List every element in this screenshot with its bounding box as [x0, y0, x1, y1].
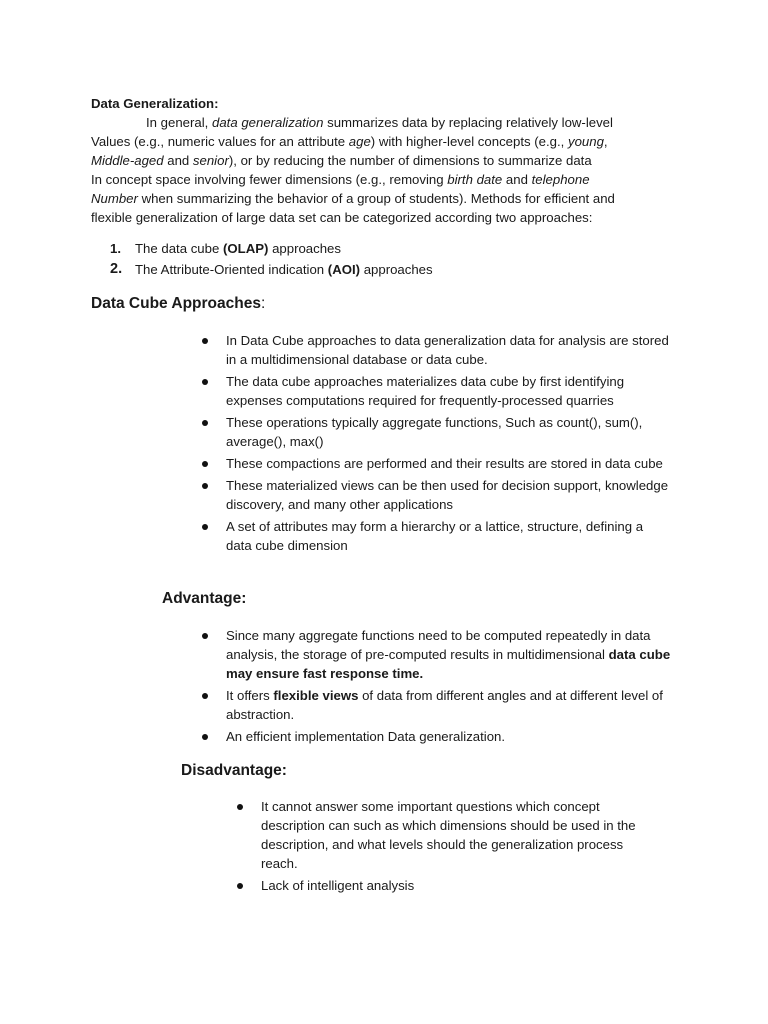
- approach-pre: The Attribute-Oriented indication: [135, 262, 328, 277]
- bullet-text: [226, 686, 672, 724]
- bullet-dot: [202, 461, 208, 467]
- cube-heading-text: Data Cube Approaches: [91, 295, 261, 312]
- list-item: [202, 626, 672, 683]
- cube-bullet-list: [202, 331, 672, 558]
- intro-line-3: [91, 151, 592, 170]
- bullet-dot: [202, 338, 208, 344]
- approach-post: approaches: [268, 241, 341, 256]
- intro-text: and: [163, 153, 193, 168]
- intro-line-1: [146, 113, 613, 132]
- disadvantage-heading: Disadvantage:: [181, 762, 287, 779]
- bullet-text-plain: It offers: [226, 688, 274, 703]
- cube-heading: [91, 294, 265, 313]
- approach-post: approaches: [360, 262, 433, 277]
- intro-text: In general,: [146, 115, 212, 130]
- intro-emphasis: young: [567, 134, 604, 149]
- approach-pre: The data cube: [135, 241, 223, 256]
- bullet-dot: [237, 883, 243, 889]
- bullet-dot: [202, 633, 208, 639]
- intro-emphasis: senior: [192, 153, 229, 168]
- bullet-text: [226, 626, 672, 683]
- list-item: [237, 797, 657, 873]
- list-item: [202, 454, 672, 473]
- intro-text: ) with higher-level concepts (e.g.,: [370, 134, 568, 149]
- intro-text: summarizes data by replacing relatively low-level: [323, 115, 613, 130]
- intro-text: and: [502, 172, 532, 187]
- list-item: [237, 876, 657, 895]
- disadvantage-bullet-list: [237, 797, 657, 898]
- bullet-dot: [202, 524, 208, 530]
- bullet-dot: [237, 804, 243, 810]
- intro-text: Values (e.g., numeric values for an attribute: [91, 134, 349, 149]
- bullet-text: These compactions are performed and their results are stored in data cube: [226, 456, 663, 471]
- approach-text: [135, 260, 433, 279]
- list-item: [202, 727, 672, 746]
- bullet-text-bold: flexible views: [273, 688, 359, 703]
- intro-text: when summarizing the behavior of a group of students). Methods for efficient and: [137, 191, 615, 206]
- approach-acronym: (AOI): [327, 262, 361, 277]
- bullet-text: In Data Cube approaches to data generalization data for analysis are stored in a multidimensional database or data cube.: [226, 333, 669, 367]
- list-item: [202, 517, 672, 555]
- bullet-text-plain: Since many aggregate functions need to be computed repeatedly in data analysis, the storage of pre-computed results in multidimensional: [226, 628, 651, 662]
- bullet-text-bold: data cube may ensure fast response time.: [226, 647, 671, 681]
- intro-emphasis: data generalization: [211, 115, 324, 130]
- bullet-text: Lack of intelligent analysis: [261, 878, 415, 893]
- list-item: [202, 476, 672, 514]
- bullet-text-plain: of data from different angles and at different level of abstraction.: [226, 688, 663, 722]
- intro-text: ), or by reducing the number of dimensions to summarize data: [228, 153, 592, 168]
- approach-acronym: (OLAP): [222, 241, 269, 256]
- bullet-dot: [202, 420, 208, 426]
- list-number: 2.: [110, 261, 123, 277]
- bullet-text: These operations typically aggregate functions, Such as count(), sum(), average(), max(): [226, 415, 643, 449]
- list-item: [202, 372, 672, 410]
- list-item: [202, 686, 672, 724]
- bullet-dot: [202, 693, 208, 699]
- bullet-dot: [202, 379, 208, 385]
- bullet-dot: [202, 483, 208, 489]
- bullet-dot: [202, 734, 208, 740]
- intro-emphasis: birth date: [447, 172, 503, 187]
- intro-emphasis: telephone: [531, 172, 590, 187]
- list-item: [202, 331, 672, 369]
- bullet-text: An efficient implementation Data generalization.: [226, 729, 506, 744]
- bullet-text: A set of attributes may form a hierarchy or a lattice, structure, defining a data cube dimension: [226, 519, 644, 553]
- intro-emphasis: Number: [91, 191, 138, 206]
- bullet-text: These materialized views can be then used for decision support, knowledge discovery, and many other applications: [226, 478, 669, 512]
- intro-line-5: [91, 189, 615, 208]
- bullet-text: The data cube approaches materializes data cube by first identifying expenses computations required for frequently-processed quarries: [226, 374, 625, 408]
- intro-emphasis: age: [348, 134, 371, 149]
- cube-heading-colon: :: [260, 295, 266, 312]
- intro-text: ,: [603, 134, 608, 149]
- intro-emphasis: Middle-aged: [91, 153, 164, 168]
- intro-line-4: [91, 170, 590, 189]
- approach-text: [135, 239, 341, 258]
- list-number: 1.: [110, 241, 121, 256]
- doc-title: Data Generalization:: [91, 96, 219, 111]
- advantage-heading: Advantage:: [162, 590, 247, 607]
- intro-line-6: flexible generalization of large data set can be categorized according two approaches:: [91, 210, 593, 225]
- intro-text: In concept space involving fewer dimensions (e.g., removing: [91, 172, 448, 187]
- advantage-bullet-list: [202, 626, 672, 749]
- list-item: [202, 413, 672, 451]
- bullet-text: It cannot answer some important questions which concept description can such as which dimensions should be used in the description, and what levels should the generalization process reach.: [261, 799, 636, 871]
- intro-line-2: [91, 132, 608, 151]
